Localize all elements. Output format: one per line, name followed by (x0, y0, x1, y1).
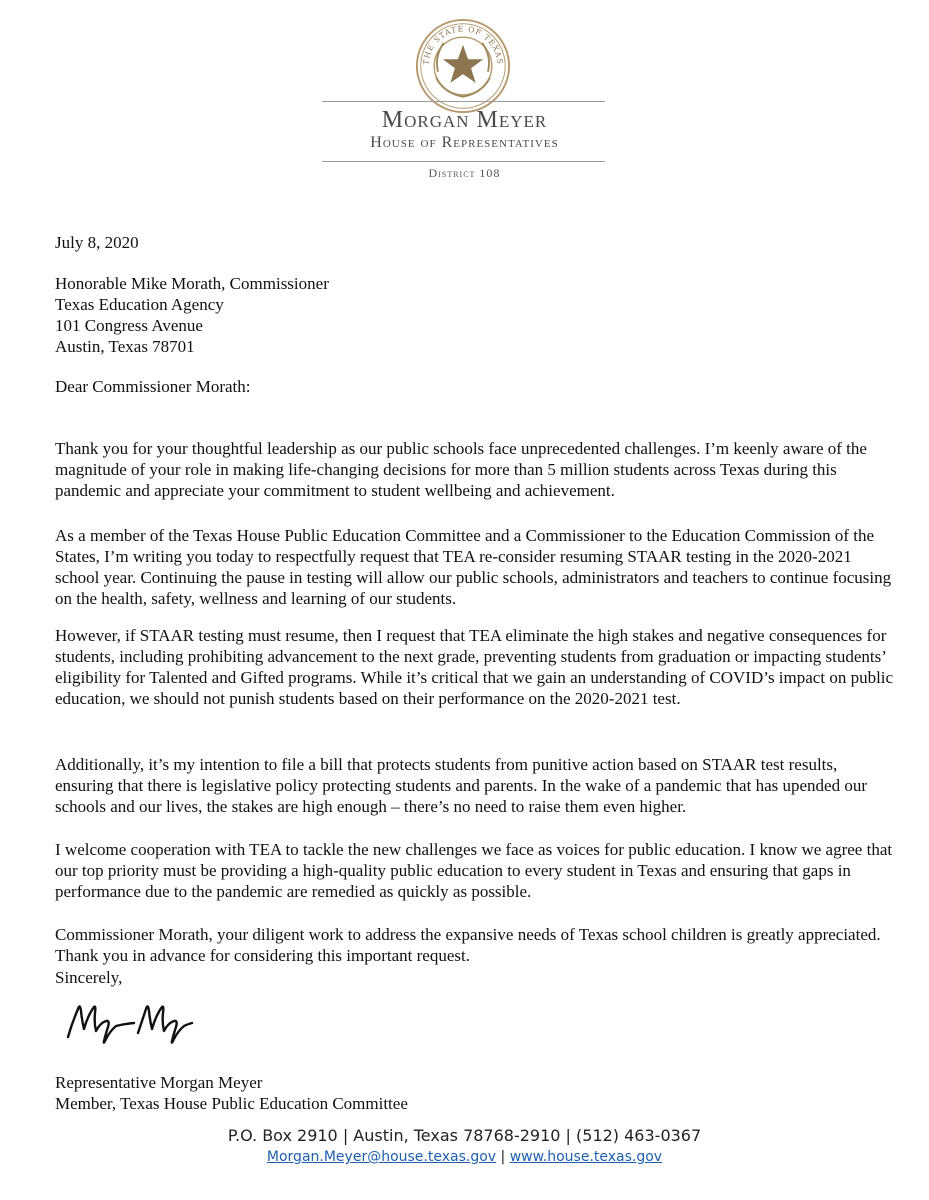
letterhead-rule-top (322, 101, 605, 102)
body-paragraph: As a member of the Texas House Public Education Committee and a Commissioner to the Education Commission of the States, I’m writing you today to respectfully request that TEA re-consider resuming STAAR testing in the 2020-2021 school year. Continuing the pause in testing will allow our public schools, administrators and teachers to continue focusing on the health, safety, wellness and learning of our students. (55, 526, 892, 608)
handwritten-signature (62, 993, 197, 1048)
letterhead-district: District 108 (428, 166, 501, 180)
letterhead-name: Morgan Meyer (381, 107, 548, 133)
texas-seal-icon (415, 18, 511, 114)
footer-contact (0, 1149, 929, 1165)
svg-text:THE STATE OF TEXAS: THE STATE OF TEXAS (421, 24, 505, 66)
recipient-line: Honorable Mike Morath, Commissioner (55, 274, 329, 293)
recipient-address (55, 273, 895, 357)
body-paragraph: I welcome cooperation with TEA to tackle the new challenges we face as voices for public education. I know we agree that our top priority must be providing a high-quality public education to every student in Texas and ensuring that gaps in performance due to the pandemic are remedied as quickly as possible. (55, 840, 893, 901)
closing: Sincerely, (55, 968, 123, 987)
letterhead-rule-bottom (322, 161, 605, 162)
email-link[interactable]: Morgan.Meyer@house.texas.gov (266, 1149, 497, 1165)
recipient-line: Texas Education Agency (55, 295, 224, 314)
letterhead-house: House of Representatives (370, 134, 559, 151)
website-link[interactable]: www.house.texas.gov (509, 1149, 663, 1165)
body-paragraph: Thank you for your thoughtful leadership as our public schools face unprecedented challenges. I’m keenly aware of the magnitude of your role in making life-changing decisions for more than 5 million students across Texas during this pandemic and appreciate your commitment to student wellbeing and achievement. (55, 439, 867, 500)
salutation: Dear Commissioner Morath: (55, 377, 251, 396)
letter-date: July 8, 2020 (55, 233, 139, 252)
footer-separator: | (500, 1149, 506, 1165)
body-paragraph: Additionally, it’s my intention to file a bill that protects students from punitive action based on STAAR test results, ensuring that there is legislative policy protecting students and parents. In the wake of a pandemic that has upended our schools and our lives, the stakes are high enough – there’s no need to raise them even higher. (55, 755, 867, 816)
body-paragraph: However, if STAAR testing must resume, then I request that TEA eliminate the high stakes and negative consequences for students, including prohibiting advancement to the next grade, preventing students from graduation or impacting students’ eligibility for Talented and Gifted programs. While it’s critical that we gain an understanding of COVID’s impact on public education, we should not punish students based on their performance on the 2020-2021 test. (55, 626, 894, 708)
signer-title: Member, Texas House Public Education Committee (55, 1094, 408, 1113)
recipient-line: Austin, Texas 78701 (55, 337, 195, 356)
recipient-line: 101 Congress Avenue (55, 316, 203, 335)
signer-name: Representative Morgan Meyer (55, 1073, 263, 1092)
signer-block (55, 1072, 895, 1114)
body-paragraph: Commissioner Morath, your diligent work to address the expansive needs of Texas school children is greatly appreciated. Thank you in advance for considering this important request. (55, 925, 881, 965)
footer-address: P.O. Box 2910 | Austin, Texas 78768-2910 | (512) 463-0367 (227, 1126, 702, 1145)
